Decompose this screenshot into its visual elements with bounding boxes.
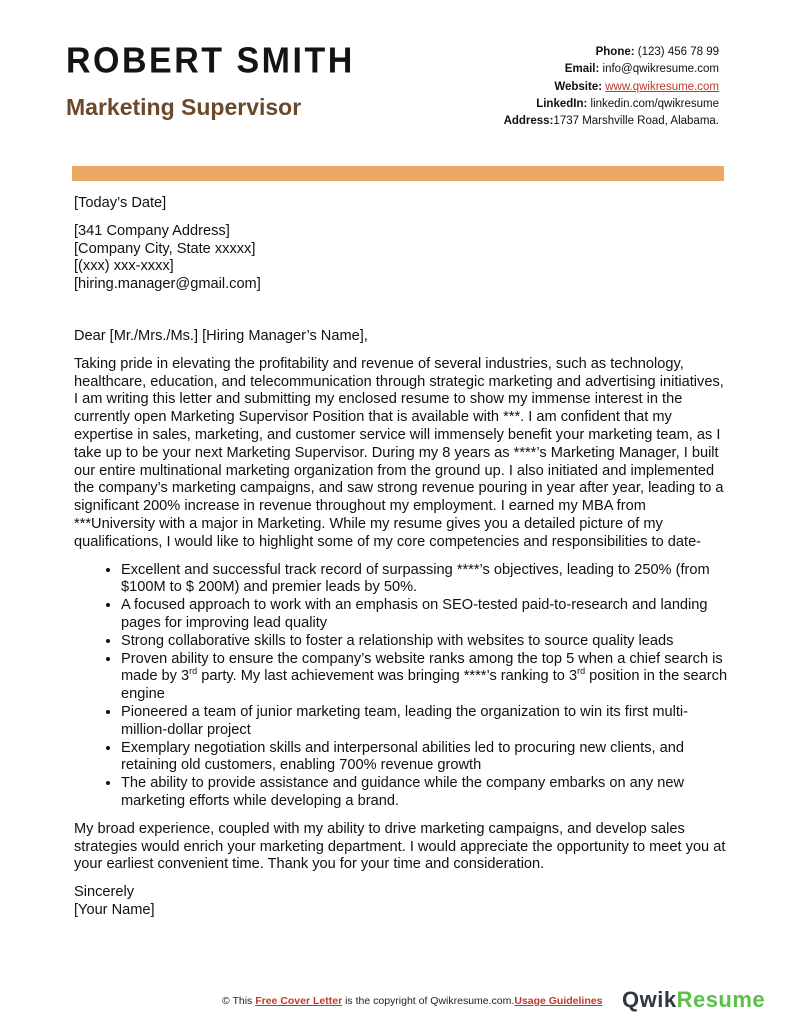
accent-divider: [72, 166, 724, 181]
salutation: Dear [Mr./Mrs./Ms.] [Hiring Manager’s Name],: [74, 327, 368, 344]
list-item: • Pioneered a team of junior marketing team, leading the organization to win its first multi-million-dollar project: [121, 704, 729, 740]
free-cover-letter-link[interactable]: Free Cover Letter: [255, 995, 343, 1007]
letter-date: [Today’s Date]: [74, 195, 167, 211]
contact-block: [504, 44, 719, 130]
letter-body: [74, 195, 729, 920]
signoff: Sincerely: [74, 884, 135, 901]
address-line: [341 Company Address]: [74, 222, 230, 239]
list-item: • Excellent and successful track record of surpassing ****’s objectives, leading to 250% (from $100M to $ 200M) and premier leads by 50%.: [121, 562, 729, 598]
address-line: [hiring.manager@gmail.com]: [74, 276, 261, 293]
contact-website: Website: www.qwikresume.com: [554, 80, 719, 93]
contact-address: Address:1737 Marshville Road, Alabama.: [503, 115, 719, 128]
intro-paragraph: Taking pride in elevating the profitability and revenue of several industries, such as technology, healthcare, education, and telecommunication through strategic marketing and advertising initiatives, I am writing this letter and submitting my enclosed resume to show my immense interest in the currently open Marketing Supervisor Position that is available with ***. I am confident that my expertise in sales, marketing, and customer service will immensely benefit your marketing team, as I take up to be your next Marketing Supervisor. During my 8 years as ****’s Marketing Manager, I built our entire multinational marketing organization from the ground up. I also initiated and implemented the company’s marketing campaigns, and saw strong revenue pouring in year after year, leading to a significant 200% increase in revenue throughout my employment. I earned my MBA from ***University with a major in Marketing. While my resume gives you a detailed picture of my qualifications, I would like to highlight some of my core competencies and responsibilities to date-: [74, 355, 724, 550]
qwikresume-logo[interactable]: QwikResume: [622, 987, 766, 1012]
contact-email: Email: info@qwikresume.com: [564, 63, 719, 76]
contact-linkedin: LinkedIn: linkedin.com/qwikresume: [536, 97, 719, 110]
applicant-name: ROBERT SMITH: [66, 41, 355, 81]
address-line: [Company City, State xxxxx]: [74, 240, 256, 257]
usage-guidelines-link[interactable]: Usage Guidelines: [514, 995, 603, 1007]
signature: [Your Name]: [74, 901, 155, 918]
list-item: • A focused approach to work with an emphasis on SEO-tested paid-to-research and landing pages for improving lead quality: [121, 597, 729, 633]
list-item: • The ability to provide assistance and guidance while the company embarks on any new marketing efforts while developing a brand.: [121, 775, 729, 811]
list-item: • Proven ability to ensure the company’s website ranks among the top 5 when a chief search is made by 3rd party. My last achievement was bringing ****’s ranking to 3rd position in the search engine: [121, 651, 729, 704]
copyright-notice: © This Free Cover Letter is the copyright of Qwikresume.com.Usage Guidelines: [222, 995, 603, 1007]
job-title: Marketing Supervisor: [66, 94, 302, 120]
contact-phone: Phone: (123) 456 78 99: [595, 46, 719, 58]
address-line: [(xxx) xxx-xxxx]: [74, 258, 174, 275]
competency-list: [74, 562, 729, 811]
website-link[interactable]: www.qwikresume.com: [605, 80, 719, 93]
closing-paragraph: My broad experience, coupled with my ability to drive marketing campaigns, and develop sales strategies would enrich your marketing department. I would appreciate the opportunity to meet you at your earliest convenient time. Thank you for your time and consideration.: [74, 820, 726, 873]
list-item: • Exemplary negotiation skills and interpersonal abilities led to procuring new clients, and retaining old customers, enabling 700% revenue growth: [121, 740, 729, 776]
list-item: • Strong collaborative skills to foster a relationship with websites to source quality leads: [121, 633, 729, 651]
